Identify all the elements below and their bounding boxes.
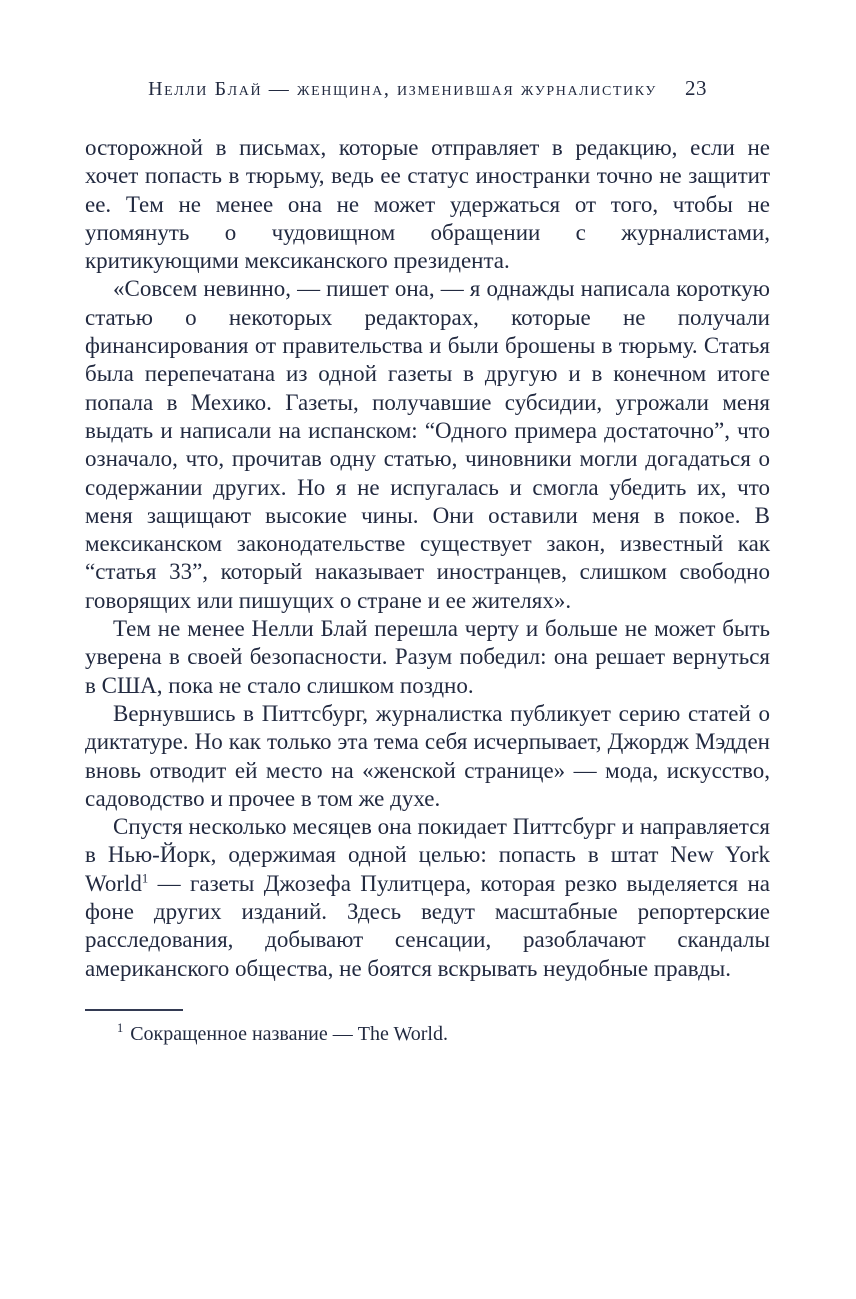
body-text: [85, 134, 770, 983]
footnote-text: Сокращенное название — The World.: [130, 1022, 448, 1045]
paragraph-5-text-before: Спустя несколько месяцев она покидает Питтсбург и направляется в Нью-Йорк, одержимая одной целью: попасть в штат New York World: [85, 814, 770, 896]
footnote: [85, 1022, 770, 1047]
paragraph-5-text-after: — газеты Джозефа Пулитцера, которая резко выделяется на фоне других изданий. Здесь ведут масштабные репортерские расследования, добывают сенсации, разоблачают скандалы американского общества, не боятся вскрывать неудобные правды.: [85, 870, 770, 981]
footnote-marker: 1: [117, 1021, 124, 1036]
paragraph-3: Тем не менее Нелли Блай перешла черту и больше не может быть уверена в своей безопасности. Разум победил: она решает вернуться в США, пока не стало слишком поздно.: [85, 616, 770, 698]
footnote-reference-marker: 1: [141, 871, 149, 886]
paragraph-5: [85, 813, 770, 983]
footnote-section: [85, 1009, 770, 1047]
page-number: 23: [684, 76, 707, 100]
running-title: Нелли Блай — женщина, изменившая журналистику: [148, 78, 657, 100]
paragraph-4: Вернувшись в Питтсбург, журналистка публикует серию статей о диктатуре. Но как только эта тема себя исчерпывает, Джордж Мэдден вновь отводит ей место на «женской странице» — мода, искусство, садоводство и прочее в том же духе.: [85, 700, 770, 811]
footnote-divider: [85, 1009, 183, 1011]
paragraph-1: осторожной в письмах, которые отправляет в редакцию, если не хочет попасть в тюрьму, ведь ее статус иностранки точно не защитит ее. Тем не менее она не может удержаться от того, чтобы не упомянуть о чудовищном обращении с журналистами, критикующими мексиканского президента.: [85, 135, 770, 274]
page-header: [85, 76, 770, 100]
paragraph-2: «Совсем невинно, — пишет она, — я однажды написала короткую статью о некоторых редакторах, которые не получали финансирования от правительства и были брошены в тюрьму. Статья была перепечатана из одной газеты в другую и в конечном итоге попала в Мехико. Газеты, получавшие субсидии, угрожали меня выдать и написали на испанском: “Одного примера достаточно”, что означало, что, прочитав одну статью, чиновники могли догадаться о содержании других. Но я не испугалась и смогла убедить их, что меня защищают высокие чины. Они оставили меня в покое. В мексиканском законодательстве существует закон, известный как “статья 33”, который наказывает иностранцев, слишком свободно говорящих или пишущих о стране и ее жителях».: [85, 276, 770, 613]
